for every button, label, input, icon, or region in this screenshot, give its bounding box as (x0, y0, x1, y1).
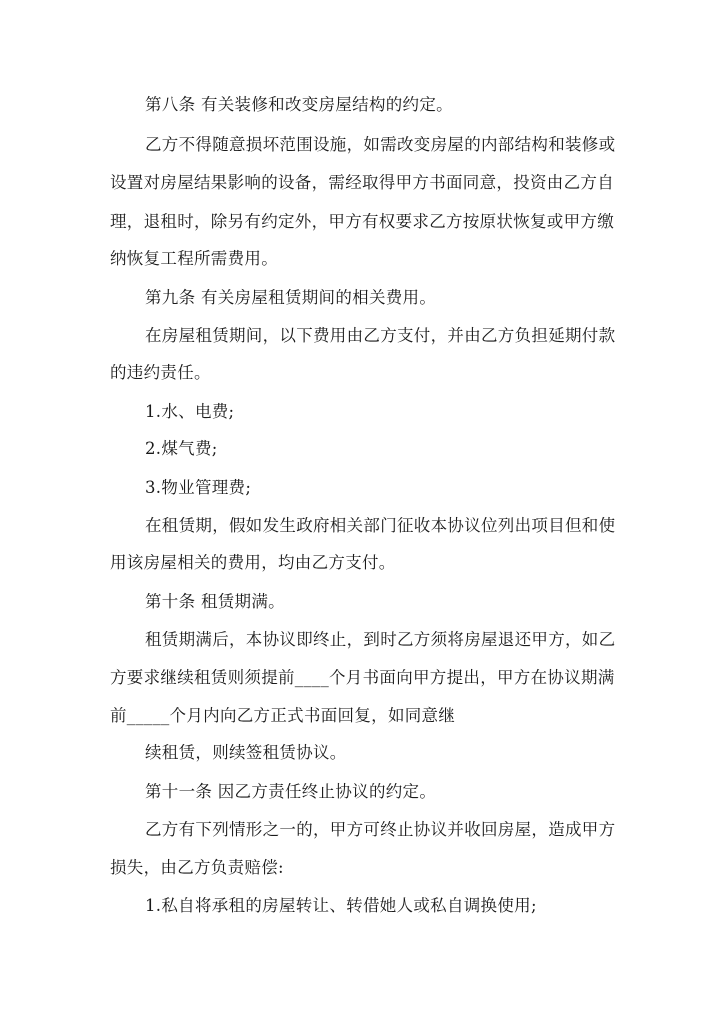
article-11-heading: 第十一条 因乙方责任终止协议的约定。 (145, 782, 437, 801)
article-10-heading: 第十条 租赁期满。 (145, 592, 285, 611)
paragraph-line: 方要求继续租赁则须提前____个月书面向甲方提出，甲方在协议期满 (110, 668, 615, 687)
paragraph-line: 前_____个月内向乙方正式书面回复，如同意继 (110, 706, 456, 725)
article-9-heading: 第九条 有关房屋租赁期间的相关费用。 (145, 288, 437, 307)
paragraph-line: 设置对房屋结果影响的设备，需经取得甲方书面同意，投资由乙方自 (110, 173, 614, 192)
paragraph-line: 乙方不得随意损坏范围设施，如需改变房屋的内部结构和装修或 (145, 135, 616, 154)
paragraph-line: 在租赁期，假如发生政府相关部门征收本协议位列出项目但和使 (145, 516, 616, 535)
list-item: 1.私自将承租的房屋转让、转借她人或私自调换使用; (145, 896, 537, 915)
paragraph-line: 损失，由乙方负责赔偿: (110, 858, 284, 877)
paragraph-line: 用该房屋相关的费用，均由乙方支付。 (110, 553, 396, 572)
paragraph-line: 续租赁，则续签租赁协议。 (145, 743, 347, 762)
paragraph-line: 纳恢复工程所需费用。 (110, 249, 278, 268)
paragraph-line: 在房屋租赁期间，以下费用由乙方支付，并由乙方负担延期付款 (145, 326, 616, 345)
list-item: 2.煤气费; (145, 439, 218, 458)
paragraph-line: 理，退租时，除另有约定外，甲方有权要求乙方按原状恢复或甲方缴 (110, 212, 614, 231)
list-item: 3.物业管理费; (145, 478, 252, 497)
article-8-heading: 第八条 有关装修和改变房屋结构的约定。 (145, 95, 453, 114)
paragraph-line: 乙方有下列情形之一的，甲方可终止协议并收回房屋，造成甲方 (145, 820, 616, 839)
list-item: 1.水、电费; (145, 402, 235, 421)
paragraph-line: 的违约责任。 (110, 363, 211, 382)
paragraph-line: 租赁期满后，本协议即终止，到时乙方须将房屋退还甲方，如乙 (145, 630, 616, 649)
